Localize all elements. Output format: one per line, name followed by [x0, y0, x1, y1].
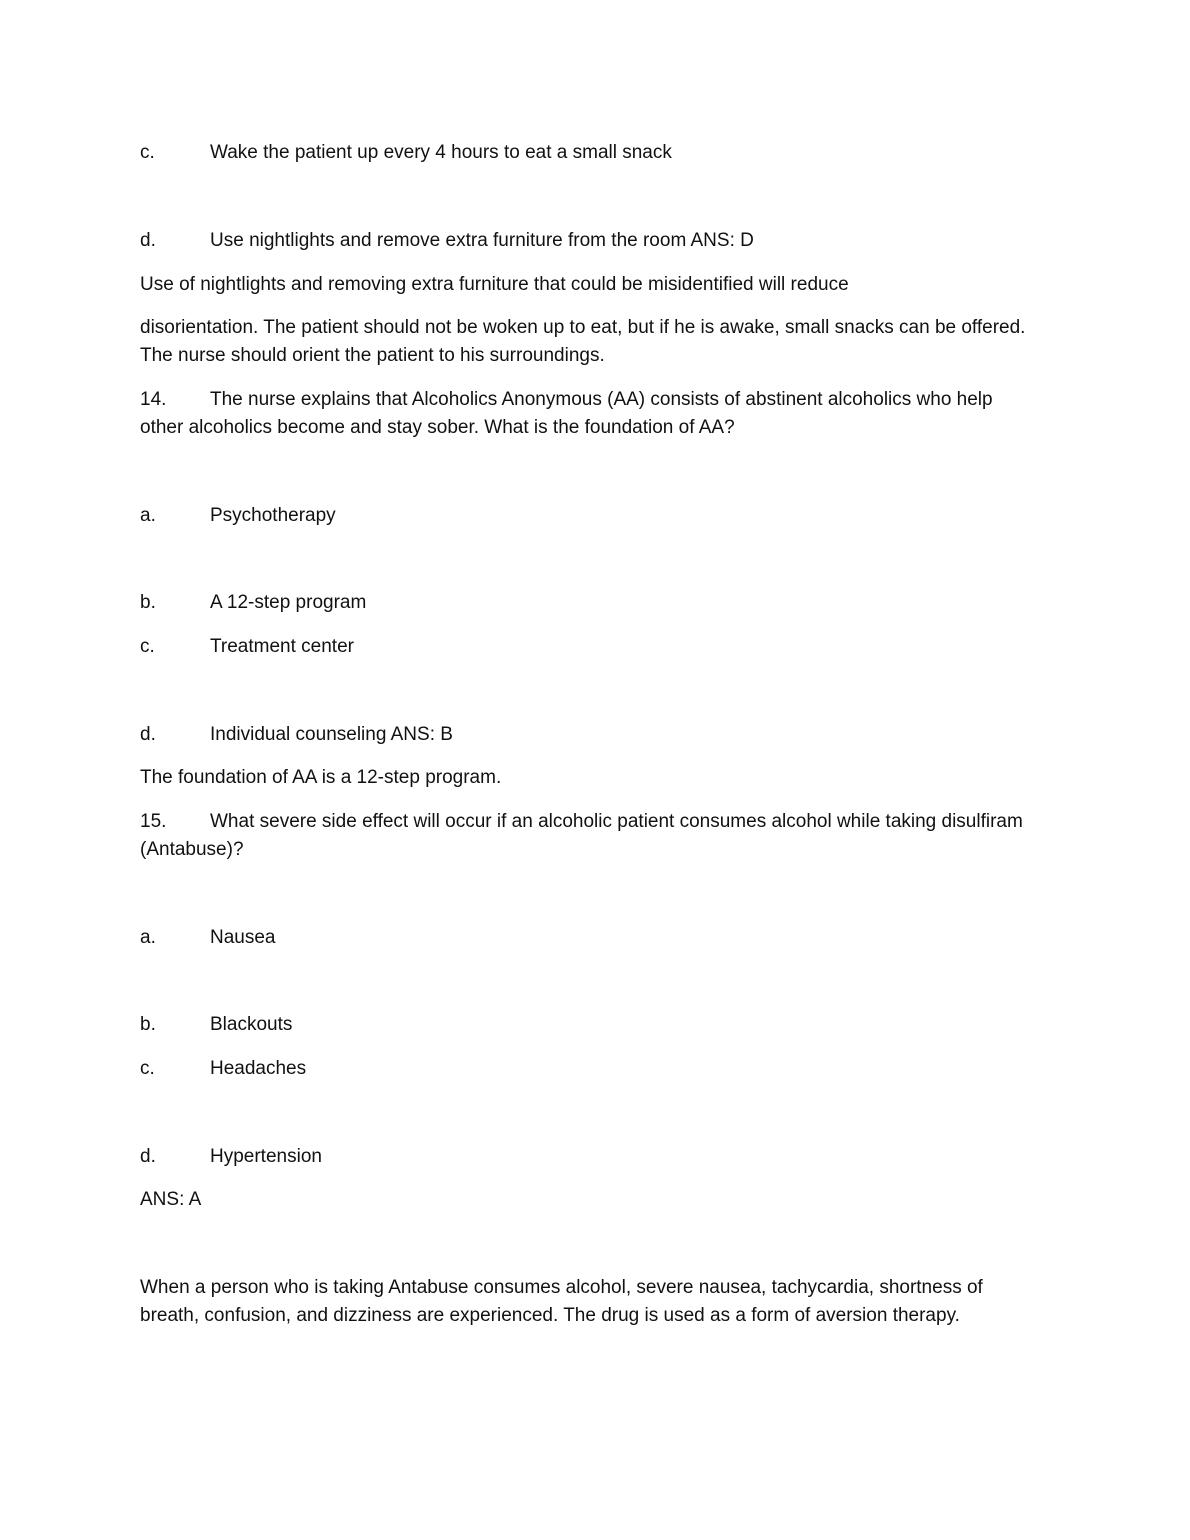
- option-letter: b.: [140, 1014, 156, 1035]
- q15-answer: ANS: A: [140, 1189, 202, 1210]
- q13-rationale-line2: disorientation. The patient should not be woken up to eat, but if he is awake, small snacks can be offered. The nurse should orient the patient to his surroundings.: [140, 317, 1026, 366]
- question-number: 15.: [140, 811, 167, 832]
- option-letter: d.: [140, 1146, 156, 1167]
- option-letter: a.: [140, 927, 156, 948]
- q13-rationale-line1: Use of nightlights and removing extra furniture that could be misidentified will reduce: [140, 274, 849, 295]
- q13-option-d: [140, 227, 1040, 255]
- q15-option-a: [140, 924, 1040, 952]
- option-text: Hypertension: [210, 1146, 322, 1167]
- option-text: A 12-step program: [210, 592, 367, 613]
- option-text: Individual counseling ANS: B: [210, 724, 453, 745]
- option-letter: b.: [140, 592, 156, 613]
- option-text: Treatment center: [210, 636, 354, 657]
- q15-option-b: [140, 1011, 1040, 1039]
- option-text: Use nightlights and remove extra furniture from the room ANS: D: [210, 230, 754, 251]
- option-letter: a.: [140, 505, 156, 526]
- question-number: 14.: [140, 389, 167, 410]
- q15-option-d: [140, 1143, 1040, 1171]
- q14-option-a: [140, 502, 1040, 530]
- q15-option-c: [140, 1055, 1040, 1083]
- question-text: The nurse explains that Alcoholics Anonymous (AA) consists of abstinent alcoholics who help other alcoholics become and stay sober. What is the foundation of AA?: [140, 389, 993, 438]
- q14-option-d: [140, 721, 1040, 749]
- option-text: Blackouts: [210, 1014, 293, 1035]
- q14-stem: [140, 386, 1040, 442]
- q15-rationale: When a person who is taking Antabuse consumes alcohol, severe nausea, tachycardia, shortness of breath, confusion, and dizziness are experienced. The drug is used as a form of aversion therapy.: [140, 1277, 983, 1326]
- option-letter: d.: [140, 230, 156, 251]
- option-letter: c.: [140, 142, 155, 163]
- option-letter: c.: [140, 636, 155, 657]
- option-text: Wake the patient up every 4 hours to eat a small snack: [210, 142, 672, 163]
- option-text: Nausea: [210, 927, 276, 948]
- q13-option-c: [140, 139, 1040, 167]
- q15-stem: [140, 808, 1040, 864]
- q14-option-b: [140, 589, 1040, 617]
- option-text: Headaches: [210, 1058, 307, 1079]
- option-letter: c.: [140, 1058, 155, 1079]
- question-text: What severe side effect will occur if an alcoholic patient consumes alcohol while taking disulfiram (Antabuse)?: [140, 811, 1023, 860]
- q14-option-c: [140, 633, 1040, 661]
- option-text: Psychotherapy: [210, 505, 336, 526]
- q14-rationale: The foundation of AA is a 12-step program.: [140, 767, 502, 788]
- option-letter: d.: [140, 724, 156, 745]
